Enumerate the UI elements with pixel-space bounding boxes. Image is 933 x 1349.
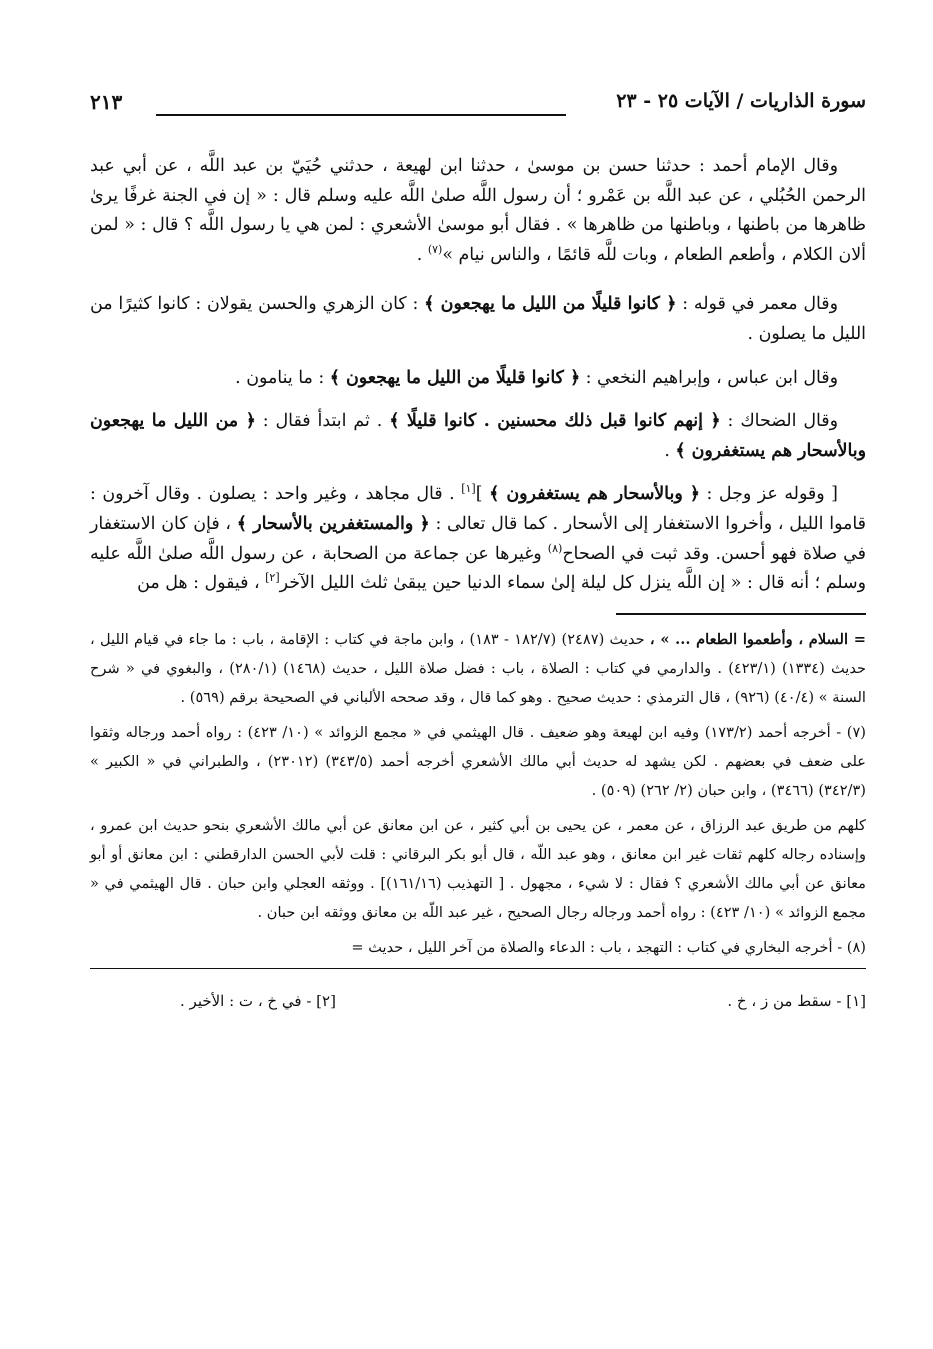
paragraph-text: . قال مجاهد ، وغير واحد : يصلون . وقال آخرون : قاموا الليل ، وأخروا الاستغفار إلى الأسحار . كما قال تعالى : xyxy=(90,484,866,534)
paragraph-text: [ وقوله عز وجل : xyxy=(699,484,838,505)
footnote-text: أخرجه أحمد (١٧٣/٢) وفيه ابن لهيعة وهو ضعيف . قال الهيثمي في « مجمع الزوائد » (١٠/ ٤٢٣) : رواه أحمد ورجاله وثقوا على ضعف في بعضهم . لكن يشهد له حديث أبي مالك الأشعري أخرجه أحمد (٣٤٣/٥) (٢٣٠١٢) ، والطبراني في « الكبير » (٣٤٢/٣) (٣٤٦٦) ، وابن حبان (٢/ ٢٦٢) (٥٠٩) . xyxy=(90,723,866,799)
variant-note-1: [١] - سقط من ز ، خ . xyxy=(727,991,866,1010)
notes-rule xyxy=(90,968,866,969)
quran-verse: ﴿ كانوا قليلًا من الليل ما يهجعون ﴾ xyxy=(329,367,581,388)
footnotes xyxy=(90,625,866,1017)
footnote-7-continuation xyxy=(90,811,866,927)
quran-verse: ﴿ وبالأسحار هم يستغفرون ﴾ xyxy=(489,484,700,505)
paragraph-text: وقال معمر في قوله : xyxy=(676,294,839,315)
paragraph-text: : ما ينامون . xyxy=(235,367,330,388)
footnote-text: أخرجه البخاري في كتاب : التهجد ، باب : الدعاء والصلاة من آخر الليل ، حديث = xyxy=(351,938,838,956)
paragraph-text: وقال الضحاك : xyxy=(720,411,838,432)
quran-verse: ﴿ من الليل ما يهجعون وبالأسحار هم يستغفرون ﴾ xyxy=(90,411,866,461)
paragraph-text: : كان الزهري والحسن يقولان : كانوا كثيرًا من الليل ما يصلون . xyxy=(90,294,866,344)
paragraph-text: وقال الإمام أحمد : حدثنا حسن بن موسىٰ ، حدثنا ابن لهيعة ، حدثني حُيَيّ بن عبد اللَّه ، عن أبي عبد الرحمن الحُبُلي ، عن عبد اللَّه بن عَمْرو ؛ أن رسول اللَّه صلىٰ اللَّه عليه وسلم قال : « إن في الجنة غرفًا يرىٰ ظاهرها من باطنها ، وباطنها من ظاهرها » . فقال أبو موسىٰ الأشعري : لمن هي يا رسول اللَّه ؟ قال : « لمن ألان الكلام ، وأطعم الطعام ، وبات للَّه قائمًا ، والناس نيام » xyxy=(90,156,866,265)
footnote-8 xyxy=(90,933,866,962)
quran-verse: ﴿ إنهم كانوا قبل ذلك محسنين . كانوا قليلًا ﴾ xyxy=(389,411,721,432)
chapter-title: سورة الذاريات / الآيات ٢٥ - ٢٣ xyxy=(616,90,866,112)
footnote-reference-7: (٧) xyxy=(427,242,443,256)
quran-verse: ﴿ والمستغفرين بالأسحار ﴾ xyxy=(236,513,430,534)
paragraph-text: ] xyxy=(475,484,490,505)
variant-note-2: [٢] - في خ ، ت : الأخير . xyxy=(180,991,336,1010)
paragraph-text: وقال ابن عباس ، وإبراهيم النخعي : xyxy=(580,367,838,388)
paragraph-ahmad-hadith xyxy=(90,152,866,270)
paragraph-ibn-abbas xyxy=(90,364,866,394)
quran-verse: ﴿ كانوا قليلًا من الليل ما يهجعون ﴾ xyxy=(424,294,677,315)
running-header xyxy=(90,86,866,126)
footnote-7 xyxy=(90,718,866,805)
footnote-number: (٨) - xyxy=(837,938,866,956)
book-page xyxy=(90,86,866,1266)
footnote-continued xyxy=(90,625,866,712)
paragraph-istighfar xyxy=(90,480,866,598)
page-number: ٢١٣ xyxy=(90,90,123,114)
paragraph-text: وغيرها عن جماعة من الصحابة ، عن رسول اللَّه صلىٰ اللَّه عليه وسلم ؛ أنه قال : « إن اللَّه ينزل كل ليلة إلىٰ سماء الدنيا حين يبقىٰ ثلث الليل الآخر xyxy=(90,543,866,594)
continuation-mark: = xyxy=(853,630,867,648)
paragraph-text: ، فإن كان الاستغفار في صلاة فهو أحسن. وقد ثبت في الصحاح xyxy=(90,513,866,564)
main-text xyxy=(90,152,866,599)
note-reference-2: [٢] xyxy=(265,571,280,585)
note-reference-1: [١] xyxy=(461,482,476,496)
header-rule xyxy=(156,114,566,116)
footnote-text: حديث (٢٤٨٧) (١٨٢/٧ - ١٨٣) ، وابن ماجة في كتاب : الإقامة ، باب : ما جاء في قيام الليل ، حديث (١٣٣٤) (٤٢٣/١) . والدارمي في كتاب : الصلاة ، باب : فضل صلاة الليل ، حديث (١٤٦٨) (٢٨٠/١) ، والبغوي في « شرح السنة » (٤٠/٤) (٩٢٦) ، قال الترمذي : حديث صحيح . وهو كما قال ، وقد صححه الألباني في الصحيحة برقم (٥٦٩) . xyxy=(90,630,867,706)
footnote-reference-8: (٨) xyxy=(547,541,563,555)
footnote-text: كلهم من طريق عبد الرزاق ، عن معمر ، عن يحيى بن أبي كثير ، عن ابن معانق عن أبي مالك الأشعري بنحو حديث ابن عمرو ، وإسناده رجاله كلهم ثقات غير ابن معانق ، وهو عبد اللّه ، قال أبو بكر البرقاني : قلت لأبي الحسن الدارقطني : ابن معانق أو أبو معانق عن أبي مالك الأشعري ؟ فقال : لا شيء ، مجهول . [ التهذيب (١٦١/١٦)] . ووثقه العجلي وابن حبان . قال الهيثمي في « مجمع الزوائد » (١٠/ ٤٢٣) : رواه أحمد ورجاله رجال الصحيح ، غير عبد اللّه بن معانق ووثقه ابن حبان . xyxy=(90,816,867,921)
paragraph-text: . xyxy=(416,244,428,265)
paragraph-mamar xyxy=(90,290,866,349)
footnote-separator xyxy=(616,613,866,615)
variant-notes xyxy=(90,987,866,1017)
footnote-lead: السلام ، وأطعموا الطعام ... » ، xyxy=(649,630,854,648)
paragraph-text: . xyxy=(664,440,676,461)
footnote-number: (٧) - xyxy=(836,723,866,741)
paragraph-text: ، فيقول : هل من xyxy=(137,573,266,594)
paragraph-dahhak xyxy=(90,407,866,466)
paragraph-text: . ثم ابتدأ فقال : xyxy=(255,411,390,432)
